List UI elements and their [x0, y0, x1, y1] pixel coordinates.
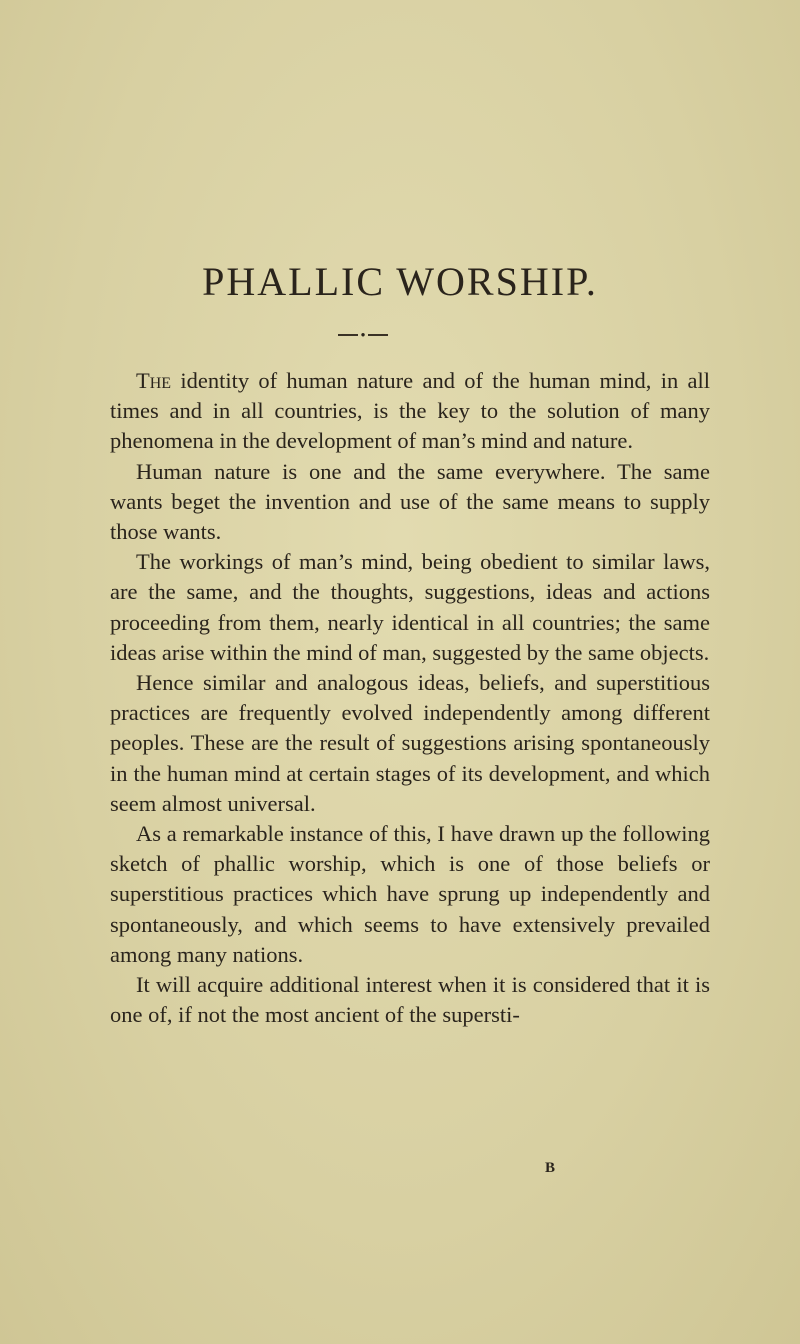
signature-mark: B — [545, 1160, 556, 1176]
ornament-rule-left — [338, 334, 358, 336]
paragraph-3: The workings of man’s mind, being obedient to similar laws, are the same, and the thoughts, suggestions, ideas and actions proceeding from them, nearly identical in all countries; the same ideas arise within the mind of man, suggested by the same objects. — [110, 549, 710, 665]
paragraph-4: Hence similar and analogous ideas, beliefs, and superstitious practices are frequently evolved independently among different peoples. These are the result of suggestions arising spontaneously in the human mind at certain stages of its development, and which seem almost universal. — [110, 670, 710, 816]
ornament-rule-right — [368, 334, 388, 336]
paragraph-2: Human nature is one and the same everywhere. The same wants beget the invention and use of the same means to supply those wants. — [110, 458, 710, 545]
title-ornament — [338, 331, 388, 339]
ornament-dot-icon: ● — [360, 330, 366, 339]
paragraph-5: As a remarkable instance of this, I have drawn up the following sketch of phallic worship, which is one of those beliefs or superstitious practices which have sprung up independently and spontaneously, and which seems to have extensively prevailed among many nations. — [110, 821, 710, 967]
paragraph-6: It will acquire additional interest when it is considered that it is one of, if not the most ancient of the supersti- — [110, 972, 710, 1028]
paragraph-1 — [110, 366, 710, 457]
page-title: PHALLIC WORSHIP. — [202, 259, 598, 304]
paragraph-lead-word: The — [136, 368, 172, 393]
paragraph-text: identity of human nature and of the human mind, in all times and in all countries, is the key to the solution of many phenomena in the development of man’s mind and nature. — [110, 368, 710, 454]
body-text — [110, 366, 710, 1030]
